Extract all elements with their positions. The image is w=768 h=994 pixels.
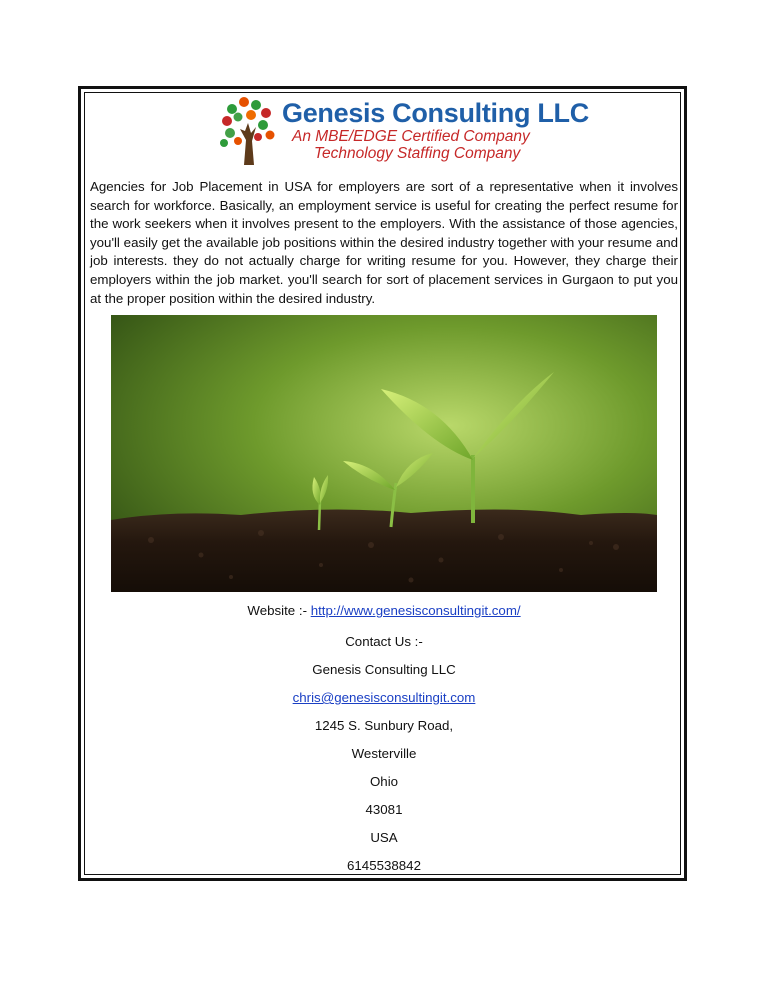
tree-icon <box>218 95 278 167</box>
company-logo <box>218 95 589 167</box>
website-label: Website :- <box>247 603 311 618</box>
contact-street: 1245 S. Sunbury Road, <box>314 718 454 733</box>
seedling-photo <box>111 315 657 592</box>
contact-company: Genesis Consulting LLC <box>312 662 456 677</box>
contact-heading: Contact Us :- <box>345 634 423 649</box>
contact-phone: 6145538842 <box>347 858 421 873</box>
email-link[interactable]: chris@genesisconsultingit.com <box>292 690 476 705</box>
website-link[interactable]: http://www.genesisconsultingit.com/ <box>310 603 521 618</box>
logo-title: Genesis Consulting LLC <box>282 98 589 128</box>
contact-country: USA <box>370 830 398 845</box>
logo-tagline-1: An MBE/EDGE Certified Company <box>292 128 530 145</box>
email-line <box>90 690 678 705</box>
description-paragraph: Agencies for Job Placement in USA for employers are sort of a representative when it involves search for workforce. Basically, an employment service is useful for creating the perfect resume for the work seekers when it involves present to the employers. With the assistance of those agencies, you'll easily get the available job positions within the desired industry together with your resume and job interests. they do not actually charge for writing resume for you. However, they charge their employers within the job market. you'll search for sort of placement services in Gurgaon to put you at the proper position within the desired industry. <box>90 179 678 306</box>
website-line <box>90 603 678 618</box>
contact-state: Ohio <box>369 774 399 789</box>
contact-city: Westerville <box>351 746 417 761</box>
contact-zip: 43081 <box>365 802 403 817</box>
logo-tagline-2: Technology Staffing Company <box>314 145 521 162</box>
